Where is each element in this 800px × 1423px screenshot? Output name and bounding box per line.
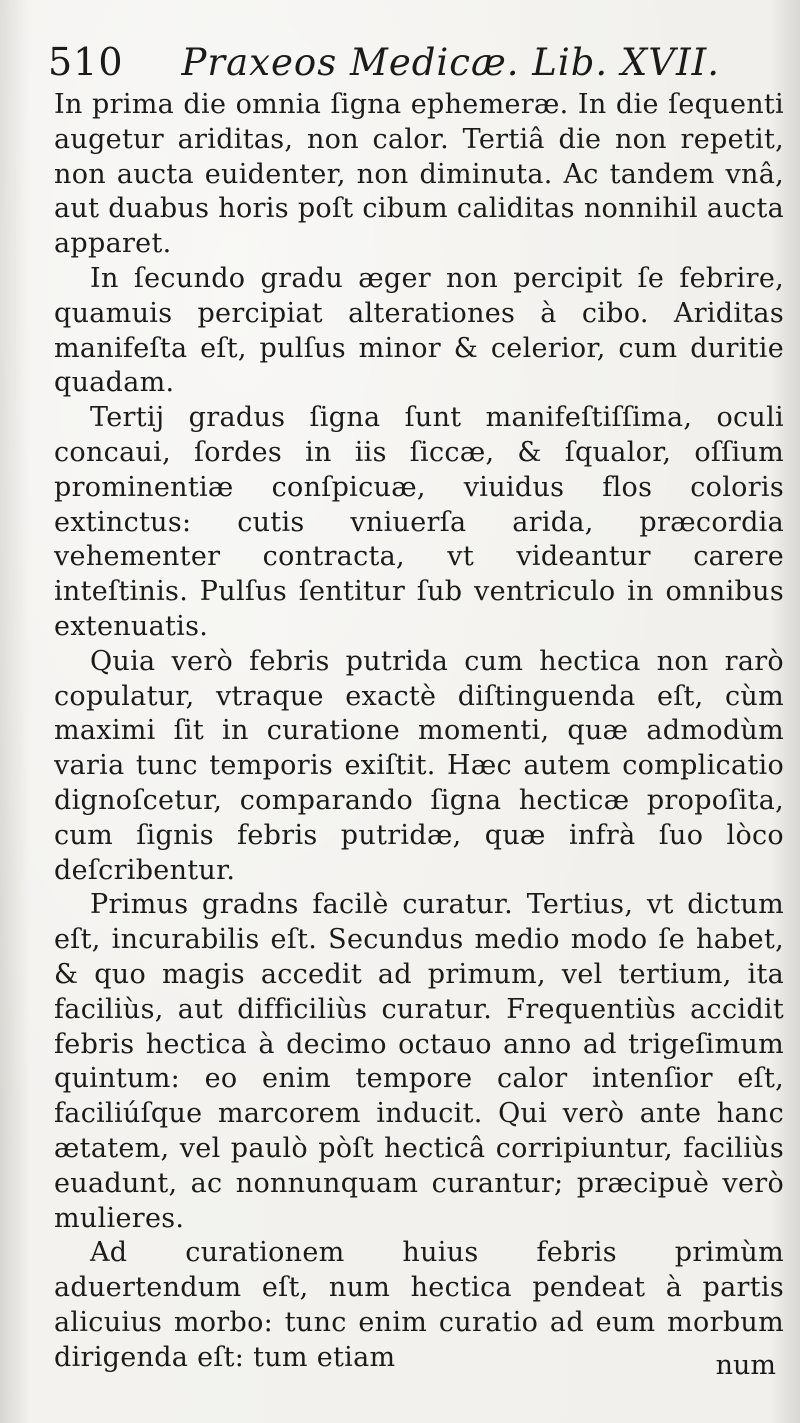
- running-head: Praxeos Medicæ. Lib. XVII.: [181, 41, 720, 84]
- page-number: 510: [48, 40, 124, 84]
- paragraph-1: In prima die omnia ſigna ephemeræ. In die ſequenti augetur ariditas, non calor. Tertiâ die non repetit, non aucta euidenter, non diminuta. Ac tandem vnâ, aut duabus horis poſt cibum caliditas nonnihil aucta apparet.: [54, 89, 784, 260]
- page-body: [54, 88, 784, 1375]
- page-header: [48, 40, 768, 86]
- paragraph-2: In ſecundo gradu æger non percipit ſe febrire, quamuis percipiat alterationes à cibo. Ariditas manifeſta eſt, pulſus minor & celerior, cum duritie quadam.: [54, 262, 784, 399]
- paragraph-3: Tertij gradus ſigna ſunt manifeſtiſſima, oculi concaui, ſordes in iis ſiccæ, & ſqualor, oſſium prominentiæ conſpicuæ, viuidus flos coloris extinctus: cutis vniuerſa arida, præcordia vehementer contracta, vt videantur carere inteſtinis. Pulſus ſentitur ſub ventriculo in omnibus extenuatis.: [54, 402, 784, 642]
- paragraph-5: Primus gradns facilè curatur. Tertius, vt dictum eſt, incurabilis eſt. Secundus medio modo ſe habet, & quo magis accedit ad primum, vel tertium, ita faciliùs, aut difficiliùs curatur. Frequentiùs accidit febris hectica à decimo octauo anno ad trigeſimum quintum: eo enim tempore calor intenſior eſt, faciliúſque marcorem inducit. Qui verò ante hanc ætatem, vel paulò pòſt hecticâ corripiuntur, faciliùs euadunt, ac nonnunquam curantur; præcipuè verò mulieres.: [54, 889, 784, 1234]
- paragraph-6: Ad curationem huius febris primùm aduertendum eſt, num hectica pendeat à partis alicuius morbo: tunc enim curatio ad eum morbum dirigenda eſt: tum etiam: [54, 1237, 784, 1373]
- catchword: num: [715, 1350, 776, 1381]
- paragraph-4: Quia verò febris putrida cum hectica non rarò copulatur, vtraque exactè diſtinguenda eſt, cùm maximi ſit in curatione momenti, quæ admodùm varia tunc temporis exiſtit. Hæc autem complicatio dignoſcetur, comparando ſigna hecticæ propoſita, cum ſignis febris putridæ, quæ infrà ſuo lòco deſcribentur.: [54, 645, 784, 886]
